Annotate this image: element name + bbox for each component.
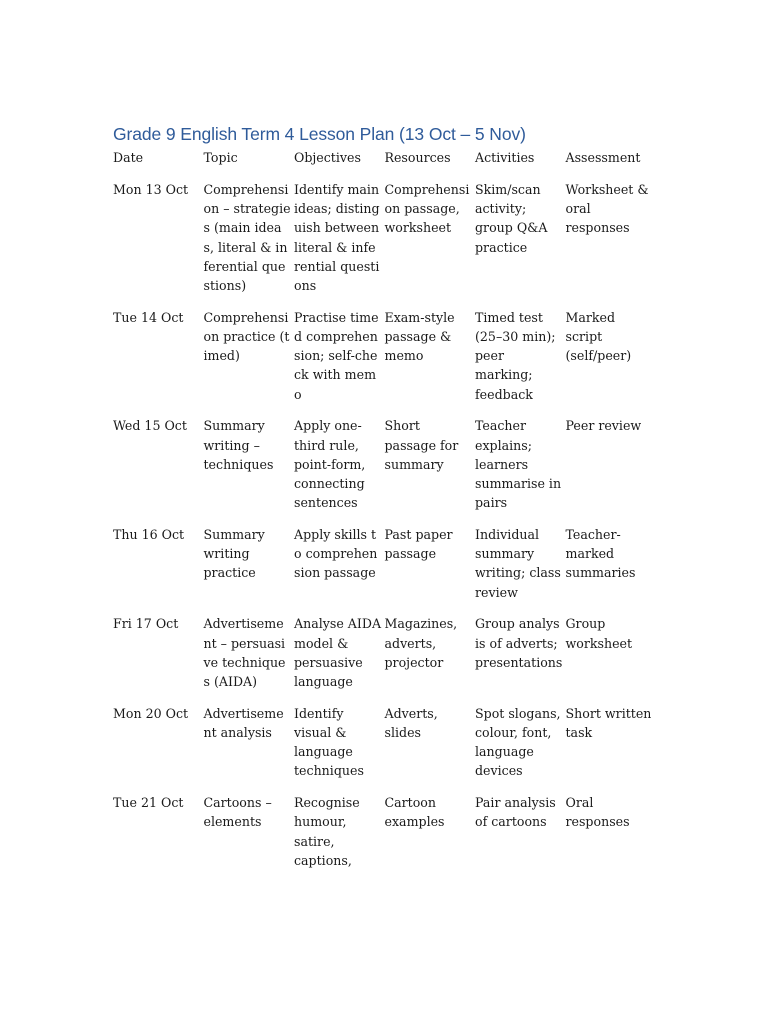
row-activities: Skim/scan activity; group Q&A practice [475, 182, 548, 255]
row-activities: Group analysis of adverts; presentations [475, 616, 563, 670]
row-activities: Pair analysis of cartoons [475, 795, 556, 830]
row-resources: Comprehension passage, worksheet [384, 182, 470, 236]
row-assessment: Short written task [565, 705, 652, 741]
row-activities: Teacher explains; learners summarise in pairs [475, 418, 562, 511]
row-date: Mon 13 Oct [113, 182, 189, 197]
row-objectives: Apply one-third rule, point-form, connecting sentences [294, 418, 366, 511]
row-objectives: Identify visual & language techniques [294, 705, 364, 779]
header-topic: Topic [203, 150, 238, 165]
header-assessment: Assessment [565, 150, 641, 165]
row-topic: Summary writing practice [203, 527, 265, 581]
header-objectives: Objectives [294, 150, 361, 165]
row-date: Mon 20 Oct [113, 705, 189, 721]
row-activities: Spot slogans, colour, font, language devices [475, 705, 561, 779]
document-title: Grade 9 English Term 4 Lesson Plan (13 Oct – 5 Nov) [113, 124, 526, 144]
row-resources: Short passage for summary [384, 418, 459, 472]
table-row [113, 308, 656, 404]
row-objectives: Recognise humour, satire, captions, [294, 795, 360, 868]
row-assessment: Peer review [565, 418, 642, 434]
row-resources: Cartoon examples [384, 795, 445, 830]
row-objectives: Apply skills to comprehension passage [294, 527, 378, 581]
row-topic: Advertisement – persuasive techniques (AIDA) [203, 616, 286, 690]
row-date: Tue 14 Oct [113, 309, 184, 325]
row-resources: Past paper passage [384, 527, 453, 562]
table-header-row [113, 148, 656, 167]
header-date: Date [113, 150, 144, 165]
row-objectives: Identify main ideas; distinguish between literal & inferential questions [294, 182, 380, 294]
lesson-table-body [113, 180, 656, 883]
header-resources: Resources [384, 150, 451, 165]
row-topic: Cartoons – elements [203, 795, 272, 830]
row-activities: Individual summary writing; class review [475, 527, 561, 600]
row-topic: Summary writing – techniques [203, 418, 274, 472]
row-activities: Timed test (25–30 min); peer marking; feedback [475, 309, 556, 402]
table-row [113, 614, 656, 691]
row-assessment: Marked script (self/peer) [565, 309, 632, 364]
row-topic: Comprehension – strategies (main ideas, literal & inferential questions) [203, 182, 291, 294]
table-row [113, 525, 656, 602]
row-assessment: Group worksheet [565, 616, 633, 651]
header-activities: Activities [475, 150, 535, 165]
table-row [113, 180, 656, 295]
row-assessment: Worksheet & oral responses [565, 182, 649, 236]
row-resources: Magazines, adverts, projector [384, 616, 458, 670]
table-row [113, 416, 656, 512]
row-date: Tue 21 Oct [113, 795, 184, 811]
row-assessment: Oral responses [565, 795, 630, 830]
row-date: Fri 17 Oct [113, 616, 179, 632]
row-objectives: Practise timed comprehension; self-check with memo [294, 309, 379, 402]
row-topic: Advertisement analysis [203, 705, 284, 741]
row-resources: Adverts, slides [384, 705, 438, 741]
table-row [113, 793, 656, 870]
row-objectives: Analyse AIDA model & persuasive language [294, 616, 382, 690]
row-date: Thu 16 Oct [113, 527, 185, 543]
row-assessment: Teacher-marked summaries [565, 527, 636, 581]
row-resources: Exam-style passage & memo [384, 309, 455, 364]
row-date: Wed 15 Oct [113, 418, 187, 434]
row-topic: Comprehension practice (timed) [203, 309, 290, 364]
table-row [113, 704, 656, 781]
